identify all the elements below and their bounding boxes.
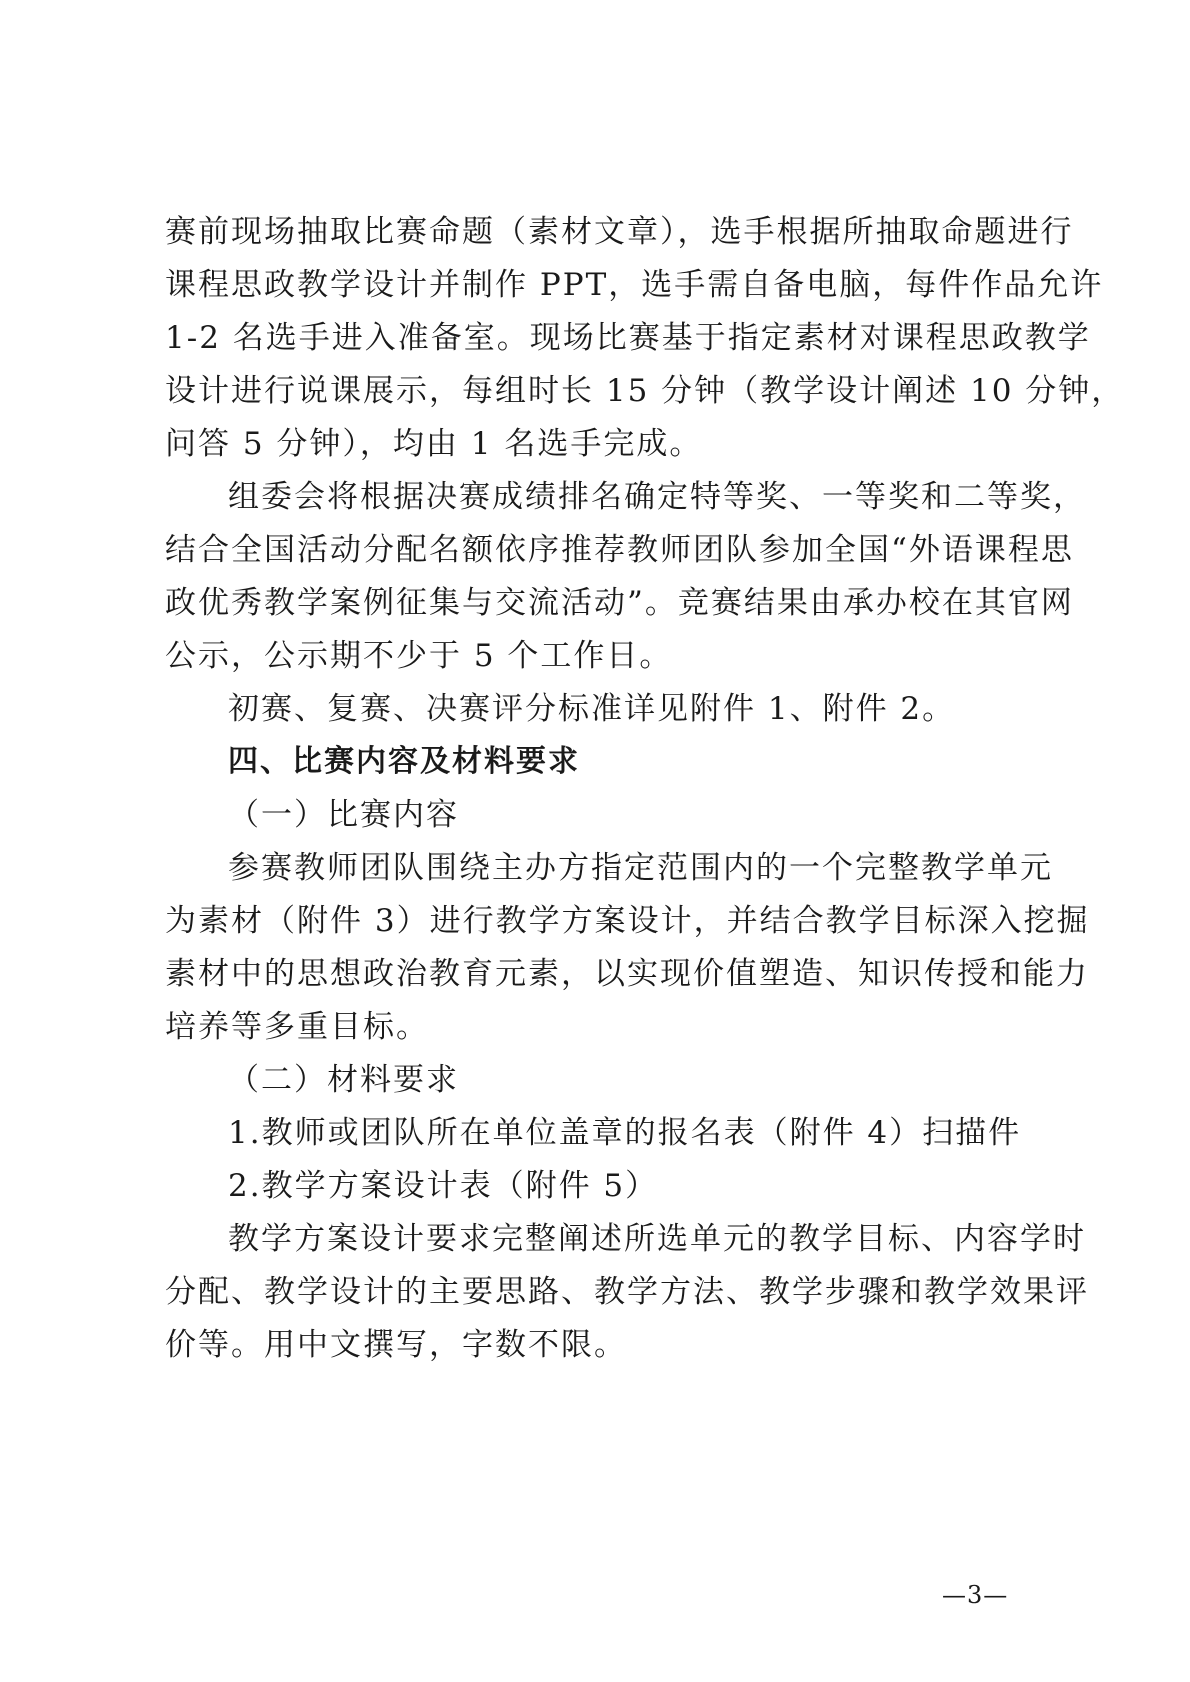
paragraph-line: 为素材（附件 3）进行教学方案设计，并结合教学目标深入挖掘 (165, 903, 1090, 939)
subsection-heading: （二）材料要求 (228, 1062, 459, 1098)
paragraph-line: 课程思政教学设计并制作 PPT，选手需自备电脑，每件作品允许 (165, 267, 1104, 303)
paragraph-line: 初赛、复赛、决赛评分标准详见附件 1、附件 2。 (228, 691, 956, 727)
paragraph-line: 参赛教师团队围绕主办方指定范围内的一个完整教学单元 (228, 850, 1053, 886)
paragraph-line: 培养等多重目标。 (165, 1009, 429, 1045)
page-number: —3— (942, 1581, 1009, 1609)
section-heading: 四、比赛内容及材料要求 (228, 744, 580, 779)
list-item: 2.教学方案设计表（附件 5） (228, 1168, 659, 1204)
paragraph-line: 赛前现场抽取比赛命题（素材文章），选手根据所抽取命题进行 (165, 214, 1074, 250)
paragraph-line: 组委会将根据决赛成绩排名确定特等奖、一等奖和二等奖， (228, 479, 1086, 515)
paragraph-line: 问答 5 分钟），均由 1 名选手完成。 (165, 426, 703, 462)
paragraph-line: 素材中的思想政治教育元素，以实现价值塑造、知识传授和能力 (165, 956, 1089, 992)
paragraph-line: 价等。用中文撰写，字数不限。 (165, 1327, 627, 1363)
paragraph-line: 结合全国活动分配名额依序推荐教师团队参加全国“外语课程思 (165, 532, 1074, 568)
list-item: 1.教师或团队所在单位盖章的报名表（附件 4）扫描件 (228, 1115, 1022, 1151)
paragraph-line: 教学方案设计要求完整阐述所选单元的教学目标、内容学时 (228, 1221, 1086, 1257)
paragraph-line: 1-2 名选手进入准备室。现场比赛基于指定素材对课程思政教学 (165, 320, 1091, 356)
paragraph-line: 公示，公示期不少于 5 个工作日。 (165, 638, 673, 674)
paragraph-line: 设计进行说课展示，每组时长 15 分钟（教学设计阐述 10 分钟， (165, 373, 1125, 409)
paragraph-line: 政优秀教学案例征集与交流活动”。竞赛结果由承办校在其官网 (165, 585, 1074, 621)
subsection-heading: （一）比赛内容 (228, 797, 459, 833)
paragraph-line: 分配、教学设计的主要思路、教学方法、教学步骤和教学效果评 (165, 1274, 1089, 1310)
